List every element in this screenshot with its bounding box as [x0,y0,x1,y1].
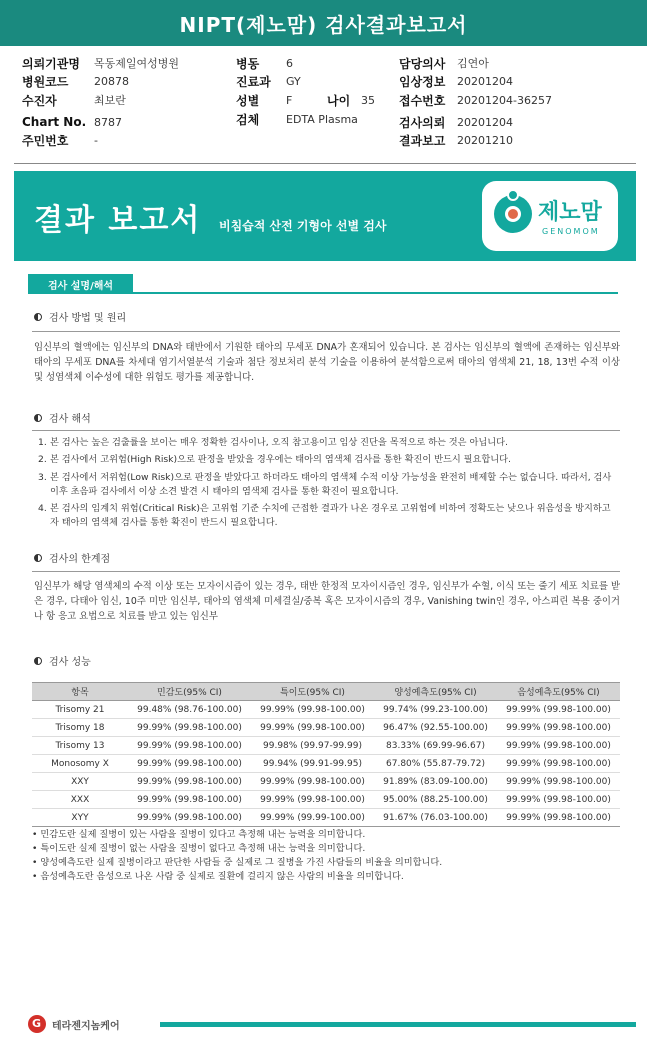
table-cell: 99.99% (99.98-100.00) [497,809,620,827]
table-header-cell: 음성예측도(95% CI) [497,683,620,701]
info-value: EDTA Plasma [286,112,358,126]
info-value: 35 [361,93,375,107]
info-value: F [286,93,293,107]
theragen-logo-icon: G [28,1015,46,1033]
table-cell: 83.33% (69.99-96.67) [374,737,497,755]
table-cell: 99.99% (99.98-100.00) [497,719,620,737]
table-cell: XXX [32,791,128,809]
list-item [38,471,618,499]
table-cell: 99.99% (99.98-100.00) [497,755,620,773]
table-cell: 67.80% (55.87-79.72) [374,755,497,773]
table-cell: Trisomy 18 [32,719,128,737]
table-cell: 95.00% (88.25-100.00) [374,791,497,809]
table-cell: 99.99% (99.98-100.00) [128,791,251,809]
banner-subtitle: 비침습적 산전 기형아 선별 검사 [219,219,387,233]
list-text: 본 검사는 높은 검출률을 보이는 매우 정확한 검사이나, 오직 참고용이고 임상 진단을 목적으로 하는 것은 아닙니다. [50,437,508,448]
list-item [38,502,618,530]
table-cell: 99.99% (99.98-100.00) [497,701,620,719]
table-cell: 99.98% (99.97-99.99) [251,737,374,755]
table-header-cell: 민감도(95% CI) [128,683,251,701]
info-value: 20201204 [457,115,513,129]
table-row [32,809,620,827]
footer [28,1015,636,1035]
info-label: 검체 [236,112,260,127]
info-label: Chart No. [22,115,87,129]
info-value: - [94,133,98,147]
info-label: 병동 [236,56,260,71]
table-cell: 99.99% (99.98-100.00) [128,755,251,773]
list-item [38,436,618,450]
table-cell: 99.99% (99.98-100.00) [251,719,374,737]
table-cell: 99.99% (99.98-100.00) [128,719,251,737]
table-cell: Monosomy X [32,755,128,773]
half-circle-bullet-icon [34,414,42,422]
info-value: 8787 [94,115,122,129]
table-cell: 99.99% (99.98-100.00) [497,773,620,791]
section-heading-method [34,309,126,324]
tab-description: 검사 설명/해석 [28,274,133,294]
list-number: 2. [38,454,47,465]
info-value: 20201210 [457,133,513,147]
table-cell: 99.99% (99.98-100.00) [251,773,374,791]
info-value: 최보란 [94,94,126,107]
table-cell: 99.94% (99.91-99.95) [251,755,374,773]
performance-table [32,682,620,827]
table-cell: 99.74% (99.23-100.00) [374,701,497,719]
section-heading-text: 검사 해석 [49,414,91,425]
info-label: 임상정보 [399,74,446,89]
table-cell: 99.99% (99.98-100.00) [497,737,620,755]
info-value: 6 [286,56,293,70]
section-heading-performance [34,653,91,668]
table-row [32,773,620,791]
table-cell: XXY [32,773,128,791]
info-label: 병원코드 [22,74,69,89]
logo-eng: GENOMOM [542,227,600,236]
note-item: • 민감도란 실제 질병이 있는 사람을 질병이 있다고 측정해 내는 능력을 의미합니다. [32,829,366,840]
banner-title: 결과 보고서 [34,203,202,238]
table-cell: Trisomy 13 [32,737,128,755]
table-row [32,719,620,737]
info-label: 수진자 [22,93,57,108]
list-number: 4. [38,503,47,514]
note-item: • 특이도란 실제 질병이 없는 사람을 질병이 없다고 측정해 내는 능력을 의미합니다. [32,843,366,854]
info-value: 목동제일여성병원 [94,57,180,70]
performance-notes [32,828,620,884]
table-cell: 99.48% (98.76-100.00) [128,701,251,719]
result-banner [14,171,636,261]
section-heading-interpretation [34,410,91,425]
table-cell: 91.89% (83.09-100.00) [374,773,497,791]
table-header-cell: 특이도(95% CI) [251,683,374,701]
table-cell: 99.99% (99.98-100.00) [128,773,251,791]
list-number: 3. [38,472,47,483]
note-item: • 양성예측도란 실제 질병이라고 판단한 사람들 중 실제로 그 질병을 가진 사람들의 비율을 의미합니다. [32,857,443,868]
section-heading-text: 검사 방법 및 원리 [49,313,127,324]
method-text: 임신부의 혈액에는 임신부의 DNA와 태반에서 기원한 태아의 무세포 DNA가 혼재되어 있습니다. 본 검사는 임신부의 혈액에 존재하는 임신부와 태아의 무세포 DNA를 차세대 염기서열분석 기술과 첨단 정보처리 분석 기술을 이용하여 분석함으로써 태아의 염색체 21, 18, 13번 수적 이상 및 성염색체 이수성에 대한 위험도 평가를 제공합니다. [34,342,620,383]
logo-text: 제노맘 [538,200,602,225]
table-cell: 96.47% (92.55-100.00) [374,719,497,737]
table-cell: 99.99% (99.98-100.00) [251,791,374,809]
table-cell: 99.99% (99.98-100.00) [128,809,251,827]
table-cell: 99.99% (99.98-100.00) [251,701,374,719]
note-item: • 음성예측도란 음성으로 나온 사람 중 실제로 질환에 걸리지 않은 사람의 비율을 의미합니다. [32,871,404,882]
section-divider [32,571,620,572]
info-value: 20201204 [457,74,513,88]
table-cell: XYY [32,809,128,827]
list-text: 본 검사에서 고위험(High Risk)으로 판정을 받았을 경우에는 태아의 염색체 검사를 통한 확진이 반드시 필요합니다. [50,454,511,465]
report-title: NIPT(제노맘) 검사결과보고서 [0,0,647,46]
table-row [32,701,620,719]
info-label: 의뢰기관명 [22,56,80,71]
info-label: 검사의뢰 [399,115,446,130]
half-circle-bullet-icon [34,313,42,321]
info-label: 성별 [236,93,260,108]
table-cell: 99.99% (99.98-100.00) [128,737,251,755]
info-value: GY [286,74,301,88]
info-label: 담당의사 [399,56,446,71]
info-label: 진료과 [236,74,271,89]
table-cell: Trisomy 21 [32,701,128,719]
table-cell: 99.99% (99.98-100.00) [497,791,620,809]
mother-baby-icon [494,195,532,233]
half-circle-bullet-icon [34,554,42,562]
table-header-cell: 양성예측도(95% CI) [374,683,497,701]
table-row [32,755,620,773]
half-circle-bullet-icon [34,657,42,665]
section-heading-text: 검사의 한계점 [49,554,111,565]
info-value: 20878 [94,74,129,88]
info-label: 주민번호 [22,133,69,148]
header-divider [14,163,636,164]
table-cell: 99.99% (99.99-100.00) [251,809,374,827]
list-text: 본 검사에서 저위험(Low Risk)으로 판정을 받았다고 하더라도 태아의 염색체 수적 이상 가능성을 완전히 배제할 수는 없습니다. 따라서, 검사 이후 초음파 검사에서 이상 소견 발견 시 태아의 염색체 검사를 통한 확진이 필요합니다. [50,472,612,497]
section-heading-text: 검사 성능 [49,657,91,668]
table-header-row [32,683,620,701]
section-tab-bar [28,274,618,294]
info-label: 접수번호 [399,93,446,108]
info-label: 나이 [327,93,351,108]
footer-company: 테라젠지놈케어 [52,1021,120,1032]
section-heading-limits [34,550,110,565]
table-header-cell: 항목 [32,683,128,701]
table-row [32,791,620,809]
list-item [38,453,618,467]
limits-text: 임신부가 해당 염색체의 수적 이상 또는 모자이시즘이 있는 경우, 태반 한정적 모자이시즘인 경우, 임신부가 수혈, 이식 또는 줄기 세포 치료를 받은 경우, 다태아 임신, 10주 미만 임신부, 태아의 염색체 미세결실/중복 혹은 모자이시즘의 경우, Vanishing twin인 경우, 아스피린 복용 중이거나 항 응고 요법으로 치료를 받고 있는 임신부 [34,581,620,622]
genomom-logo [482,181,618,251]
info-label: 결과보고 [399,133,446,148]
list-number: 1. [38,437,47,448]
info-value: 20201204-36257 [457,93,552,107]
table-cell: 91.67% (76.03-100.00) [374,809,497,827]
section-divider [32,331,620,332]
list-text: 본 검사의 임계치 위험(Critical Risk)은 고위험 기준 수치에 근접한 결과가 나온 경우로 고위험에 비하여 정확도는 낮으나 위음성을 방지하고자 태아의 염색체 검사를 통한 확진이 반드시 필요합니다. [50,503,611,528]
section-divider [32,430,620,431]
table-row [32,737,620,755]
info-value: 김연아 [457,57,489,70]
footer-bar [160,1022,636,1027]
